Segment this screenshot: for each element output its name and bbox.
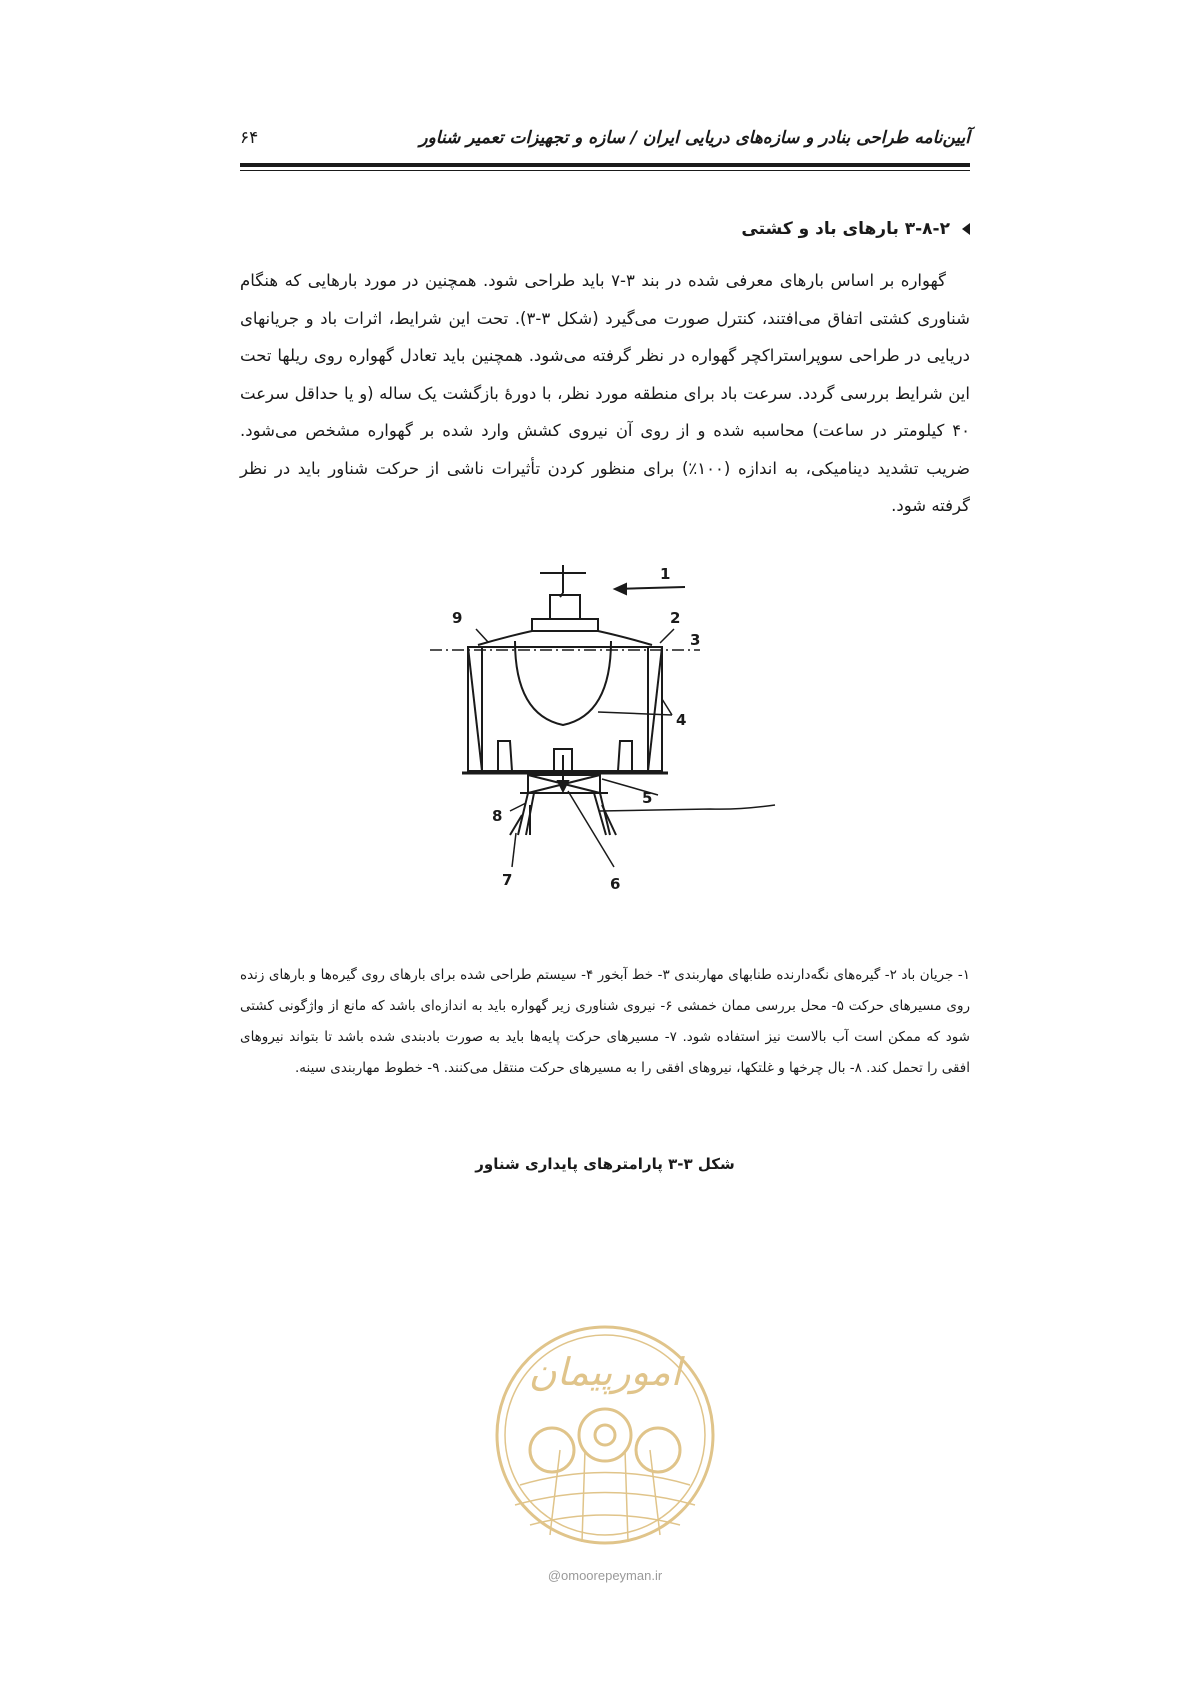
body-text xyxy=(240,262,970,525)
wind-arrow-head xyxy=(615,584,626,594)
label-9: 9 xyxy=(452,609,463,627)
cradle-stability-diagram xyxy=(430,565,780,960)
figure-title: شکل ۳-۳ پارامترهای پایداری شناور xyxy=(475,1155,735,1173)
figure-caption xyxy=(240,960,970,1084)
section-heading xyxy=(741,219,970,239)
leader-6 xyxy=(568,791,614,867)
gear-left-icon xyxy=(530,1428,574,1472)
label-4: 4 xyxy=(676,711,687,729)
watermark-logo xyxy=(490,1310,720,1565)
label-3: 3 xyxy=(690,631,701,649)
leader-4b xyxy=(662,699,672,715)
bullet-icon xyxy=(962,223,970,235)
label-1: 1 xyxy=(660,565,671,583)
header-divider xyxy=(240,163,970,167)
deck-line xyxy=(478,631,652,645)
cradle-brace-left xyxy=(468,647,482,771)
leader-7 xyxy=(512,833,516,867)
header-divider-thin xyxy=(240,170,970,171)
gear-center-icon xyxy=(579,1409,631,1461)
page-header xyxy=(240,128,970,162)
cradle-brace-right xyxy=(648,647,662,771)
block-left xyxy=(498,741,512,771)
label-2: 2 xyxy=(670,609,681,627)
block-right xyxy=(618,741,632,771)
page-number: ۶۴ xyxy=(240,128,259,148)
gear-right-icon xyxy=(636,1428,680,1472)
leader-2 xyxy=(660,629,674,643)
superstructure-base xyxy=(532,619,598,631)
section-heading-text: ۳-۸-۲ بارهای باد و کشتی xyxy=(741,219,950,239)
label-7: 7 xyxy=(502,871,513,889)
leader-4a xyxy=(598,712,672,715)
body-paragraph: گهواره بر اساس بارهای معرفی شده در بند ۳-۷ باید طراحی شود. همچنین در مورد بارهایی که هنگام شناوری کشتی اتفاق می‌افتند، کنترل صورت می‌گیرد (شکل ۳-۳). تحت این شرایط، اثرات باد و جریانهای دریایی در طراحی سوپراستراکچر گهواره در نظر گرفته می‌شود. همچنین باید تعادل گهواره روی ریلها تحت این شرایط بررسی گردد. سرعت باد برای منطقه مورد نظر، با دورهٔ بازگشت یک ساله (و یا حداقل سرعت ۴۰ کیلومتر در ساعت) محاسبه شده و از روی آن نیروی کشش وارد شده بر گهواره مشخص می‌شود. ضریب تشدید دینامیکی، به اندازه (۱۰۰٪) برای منظور کردن تأثیرات ناشی از حرکت شناور باید در نظر گرفته شود. xyxy=(240,271,970,515)
hull xyxy=(515,641,611,725)
buoyancy-arrow-head xyxy=(558,781,568,791)
label-6: 6 xyxy=(610,875,621,893)
label-8: 8 xyxy=(492,807,503,825)
logo-text: امورپیمان xyxy=(528,1350,682,1394)
ground-line xyxy=(600,805,775,811)
watermark-site: @omoorepeyman.ir xyxy=(547,1568,663,1583)
header-title: آیین‌نامه طراحی بنادر و سازه‌های دریایی ایران / سازه و تجهیزات تعمیر شناور xyxy=(419,128,970,148)
leader-9 xyxy=(476,629,488,642)
label-5: 5 xyxy=(642,789,653,807)
figure-caption-text: ۱- جریان باد ۲- گیره‌های نگه‌دارنده طنابهای مهاربندی ۳- خط آبخور ۴- سیستم طراحی شده برای بارهای روی گیره‌ها و بارهای زنده روی مسیرهای حرکت ۵- محل بررسی ممان خمشی ۶- نیروی شناوری زیر گهواره باید به اندازه‌ای باشد که مانع از واژگونی کشتی شود که ممکن است آب بالاست نیز استفاده شود. ۷- مسیرهای حرکت پایه‌ها باید به صورت بادبندی شده باشد تا بتواند نیروهای افقی را تحمل کند. ۸- بال چرخها و غلتکها، نیروهای افقی را به مسیرهای حرکت منتقل می‌کنند. ۹- خطوط مهاربندی سینه. xyxy=(240,967,970,1076)
superstructure-top xyxy=(550,595,580,619)
